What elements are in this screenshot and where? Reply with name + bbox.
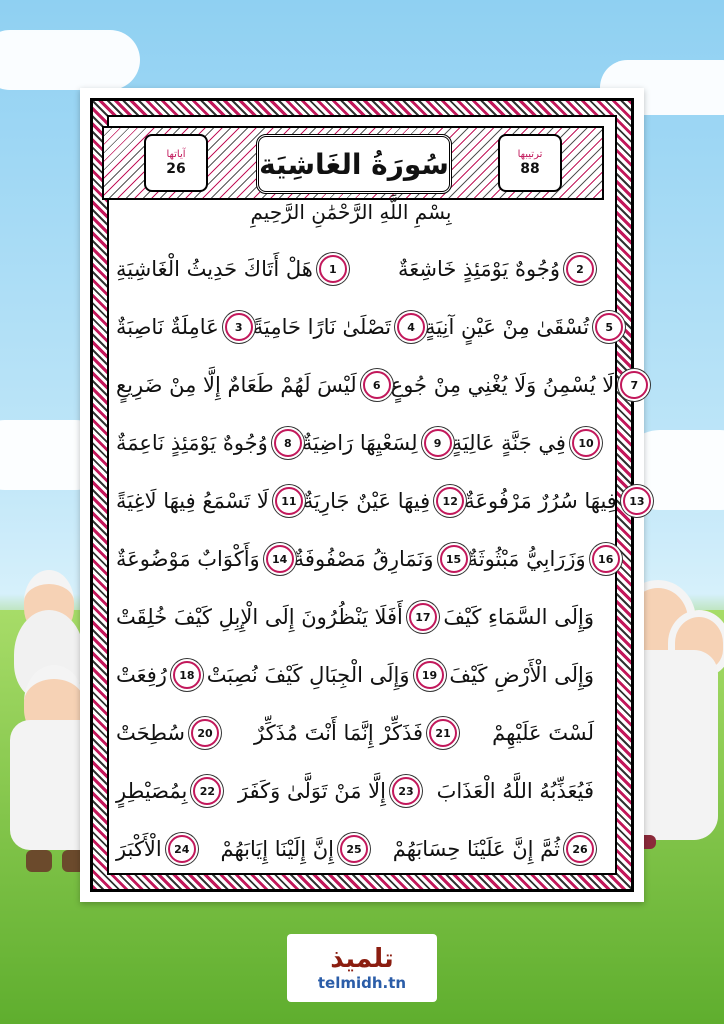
verse-number-marker: 10	[572, 429, 600, 457]
verse-segment	[238, 777, 420, 805]
verse-number-marker: 23	[392, 777, 420, 805]
verse-line	[116, 240, 594, 298]
verse-segment	[116, 255, 347, 283]
verse-segment	[116, 777, 221, 805]
verse-segment	[302, 429, 452, 457]
verse-number-marker: 19	[416, 661, 444, 689]
verse-text: فِي جَنَّةٍ عَالِيَةٍ	[451, 431, 566, 455]
telmidh-logo[interactable]	[287, 934, 437, 1002]
verse-line	[116, 646, 594, 704]
verse-number-marker: 9	[424, 429, 452, 457]
verse-line	[116, 356, 639, 414]
verse-line	[116, 530, 614, 588]
verse-segment	[253, 313, 425, 341]
verse-text: وُجُوهٌ يَوْمَئِذٍ خَاشِعَةٌ	[398, 257, 560, 281]
verse-line	[116, 704, 594, 762]
verse-text: إِنَّ إِلَيْنَا إِيَابَهُمْ	[220, 837, 334, 861]
verse-count-label: آياتها	[166, 149, 186, 160]
verse-text: وَإِلَى السَّمَاءِ كَيْفَ	[443, 605, 594, 629]
basmala: بِسْمِ اللَّهِ الرَّحْمَٰنِ الرَّحِيمِ	[250, 200, 452, 224]
verse-segment	[116, 835, 196, 863]
verse-number-marker: 14	[266, 545, 294, 573]
quran-page	[80, 88, 644, 902]
verse-number-marker: 4	[397, 313, 425, 341]
verse-text: تُسْقَىٰ مِنْ عَيْنٍ آنِيَةٍ	[425, 315, 590, 339]
verse-segment	[116, 429, 302, 457]
verse-segment	[425, 313, 623, 341]
verse-segment	[449, 663, 594, 687]
verse-segment	[391, 371, 649, 399]
verse-text: وَنَمَارِقُ مَصْفُوفَةٌ	[293, 547, 434, 571]
verse-segment	[116, 719, 219, 747]
verse-number-marker: 16	[592, 545, 620, 573]
verse-number-marker: 3	[225, 313, 253, 341]
verse-text: وَزَرَابِيُّ مَبْثُوثَةٌ	[467, 547, 586, 571]
verse-number-marker: 8	[274, 429, 302, 457]
verse-text: فَيُعَذِّبُهُ اللَّهُ الْعَذَابَ	[436, 779, 594, 803]
verse-line	[116, 472, 645, 530]
verse-text: بِمُصَيْطِرٍ	[116, 779, 188, 803]
verse-segment	[116, 545, 294, 573]
verse-segment	[393, 835, 594, 863]
verse-text: وَأَكْوَابٌ مَوْضُوعَةٌ	[116, 547, 260, 571]
verse-number-marker: 18	[173, 661, 201, 689]
verse-line	[116, 762, 594, 820]
verse-text: سُطِحَتْ	[116, 721, 186, 745]
verse-text: لَا يُسْمِنُ وَلَا يُغْنِي مِنْ جُوعٍ	[390, 373, 615, 397]
logo-url: telmidh.tn	[317, 974, 407, 992]
verse-count-rosette	[144, 134, 208, 192]
verse-segment	[220, 835, 368, 863]
verse-segment	[464, 487, 651, 515]
verse-text: لَسْتَ عَلَيْهِمْ	[492, 721, 594, 745]
verse-text: فِيهَا سُرُرٌ مَرْفُوعَةٌ	[464, 489, 617, 513]
verse-number-marker: 12	[436, 487, 464, 515]
verse-count-value: 26	[166, 161, 186, 177]
verse-segment	[116, 371, 391, 399]
verse-segment	[452, 429, 600, 457]
verse-segment	[116, 487, 303, 515]
verse-line	[116, 588, 594, 646]
verse-segment	[437, 779, 594, 803]
verse-text: وَإِلَى الْجِبَالِ كَيْفَ نُصِبَتْ	[206, 663, 410, 687]
verse-text: وُجُوهٌ يَوْمَئِذٍ نَاعِمَةٌ	[116, 431, 268, 455]
verse-segment	[398, 255, 594, 283]
verse-number-marker: 7	[620, 371, 648, 399]
verse-segment	[207, 661, 444, 689]
verse-line	[116, 414, 594, 472]
verse-text: فَذَكِّرْ إِنَّمَا أَنْتَ مُذَكِّرٌ	[254, 721, 424, 745]
surah-order-label: ترتيبها	[517, 149, 543, 160]
verse-number-marker: 13	[623, 487, 651, 515]
surah-title: سُورَةُ الغَاشِيَة	[259, 147, 449, 181]
verse-segment	[254, 719, 457, 747]
surah-header	[102, 126, 604, 200]
verse-number-marker: 25	[340, 835, 368, 863]
verse-number-marker: 17	[409, 603, 437, 631]
verse-text: تَصْلَىٰ نَارًا حَامِيَةً	[252, 315, 392, 339]
verse-line	[116, 298, 613, 356]
verse-text: ثُمَّ إِنَّ عَلَيْنَا حِسَابَهُمْ	[392, 837, 560, 861]
verse-text: فِيهَا عَيْنٌ جَارِيَةٌ	[302, 489, 431, 513]
verse-number-marker: 6	[363, 371, 391, 399]
verse-number-marker: 1	[319, 255, 347, 283]
verse-line	[116, 820, 594, 878]
verse-segment	[116, 603, 437, 631]
verse-number-marker: 11	[275, 487, 303, 515]
surah-order-rosette	[498, 134, 562, 192]
verse-text: لِسَعْيِهَا رَاضِيَةٌ	[301, 431, 418, 455]
verse-segment	[443, 605, 594, 629]
verse-number-marker: 15	[440, 545, 468, 573]
verse-text: عَامِلَةٌ نَاصِبَةٌ	[116, 315, 219, 339]
verse-segment	[116, 661, 201, 689]
verse-number-marker: 2	[566, 255, 594, 283]
verse-segment	[492, 721, 594, 745]
verse-number-marker: 24	[168, 835, 196, 863]
surah-title-box	[256, 134, 452, 194]
verse-segment	[294, 545, 468, 573]
verse-text: وَإِلَى الْأَرْضِ كَيْفَ	[449, 663, 594, 687]
verse-number-marker: 20	[191, 719, 219, 747]
verse-lines	[116, 240, 645, 878]
verse-text: هَلْ أَتَاكَ حَدِيثُ الْغَاشِيَةِ	[116, 257, 313, 281]
verse-segment	[116, 313, 253, 341]
verse-number-marker: 21	[429, 719, 457, 747]
verse-text: إِلَّا مَنْ تَوَلَّىٰ وَكَفَرَ	[237, 779, 386, 803]
verse-number-marker: 26	[566, 835, 594, 863]
verse-number-marker: 22	[193, 777, 221, 805]
verse-number-marker: 5	[595, 313, 623, 341]
cloud	[0, 30, 140, 90]
verse-segment	[303, 487, 464, 515]
verse-text: الْأَكْبَرَ	[116, 837, 162, 861]
logo-mark: تلميذ	[330, 944, 394, 974]
verse-text: لَا تَسْمَعُ فِيهَا لَاغِيَةً	[116, 489, 269, 513]
verse-text: رُفِعَتْ	[116, 663, 167, 687]
verse-text: لَيْسَ لَهُمْ طَعَامٌ إِلَّا مِنْ ضَرِيعٍ	[116, 373, 357, 397]
surah-order-value: 88	[520, 161, 540, 177]
verse-text: أَفَلَا يَنْظُرُونَ إِلَى الْإِبِلِ كَيْفَ خُلِقَتْ	[116, 605, 403, 629]
verse-segment	[468, 545, 620, 573]
